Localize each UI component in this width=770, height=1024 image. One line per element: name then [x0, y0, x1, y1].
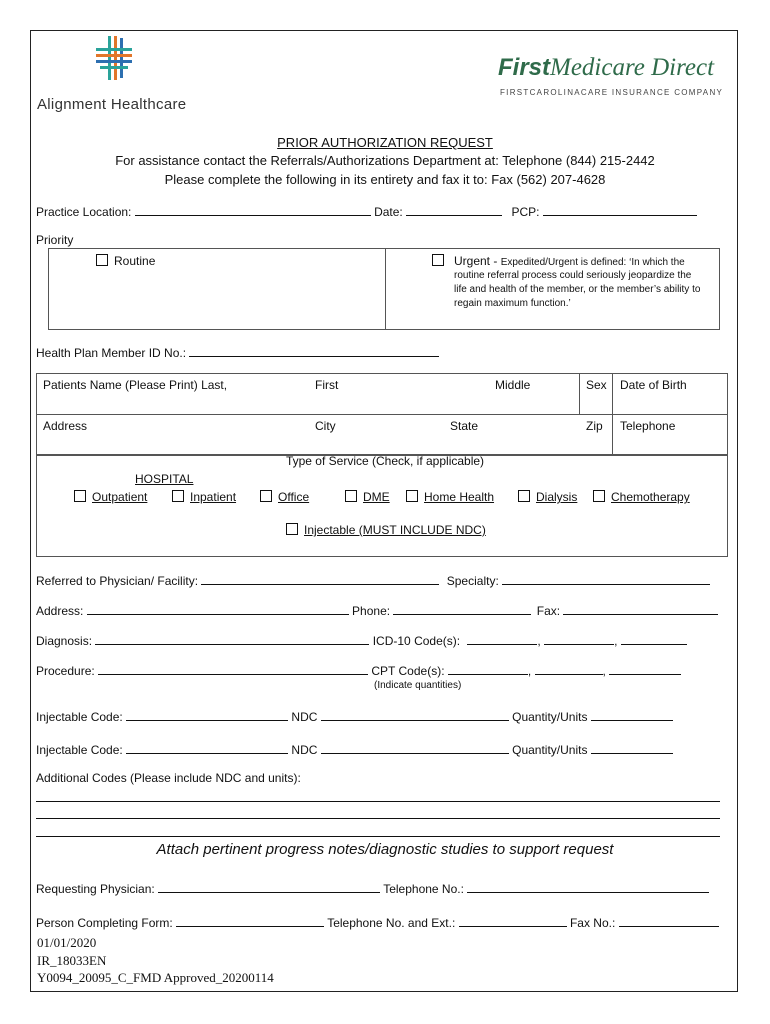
patient-dob-label: Date of Birth	[620, 378, 687, 392]
referred-to-label: Referred to Physician/ Facility:	[36, 574, 199, 588]
icd10-field-3[interactable]	[621, 632, 687, 645]
practice-location-row	[36, 203, 697, 219]
first-medicare-logo	[498, 54, 714, 82]
patient-first-label: First	[315, 378, 339, 392]
diagnosis-label: Diagnosis:	[36, 634, 93, 648]
ndc-field-2[interactable]	[321, 741, 509, 754]
logo-first: First	[498, 54, 551, 81]
inpatient-label: Inpatient	[190, 490, 237, 504]
address-field[interactable]	[87, 602, 349, 615]
outpatient-label: Outpatient	[92, 490, 148, 504]
home-health-checkbox[interactable]	[406, 490, 418, 502]
telephone-ext-label: Telephone No. and Ext.:	[327, 916, 456, 930]
procedure-field[interactable]	[98, 662, 368, 675]
injectable-row-2	[36, 741, 673, 757]
practice-location-label: Practice Location:	[36, 205, 132, 219]
dialysis-option[interactable]	[518, 490, 577, 504]
priority-divider	[385, 248, 386, 330]
icd10-field-2[interactable]	[544, 632, 614, 645]
patient-telephone-label: Telephone	[620, 419, 676, 433]
phone-label: Phone:	[352, 604, 391, 618]
date-label: Date:	[374, 205, 403, 219]
alignment-brand-name: Alignment Healthcare	[37, 96, 187, 113]
home-health-label: Home Health	[424, 490, 495, 504]
icd10-label: ICD-10 Code(s):	[372, 634, 461, 648]
cpt-field-1[interactable]	[448, 662, 528, 675]
telephone-ext-field[interactable]	[459, 914, 567, 927]
fax-no-label: Fax No.:	[569, 916, 616, 930]
outpatient-option[interactable]	[74, 490, 147, 504]
icd10-field-1[interactable]	[467, 632, 537, 645]
form-title: PRIOR AUTHORIZATION REQUEST	[277, 135, 493, 150]
date-field[interactable]	[406, 203, 502, 216]
diagnosis-field[interactable]	[95, 632, 369, 645]
requesting-physician-row	[36, 880, 709, 896]
person-completing-label: Person Completing Form:	[36, 916, 173, 930]
fax-no-field[interactable]	[619, 914, 719, 927]
injectable-code-label-2: Injectable Code:	[36, 743, 123, 757]
home-health-option[interactable]	[406, 490, 494, 504]
additional-codes-line-3[interactable]	[36, 836, 720, 837]
patient-sex-label: Sex	[586, 378, 607, 392]
alignment-logo-icon	[92, 36, 136, 84]
additional-codes-line-2[interactable]	[36, 818, 720, 819]
chemotherapy-checkbox[interactable]	[593, 490, 605, 502]
injectable-code-label-1: Injectable Code:	[36, 710, 123, 724]
chemotherapy-option[interactable]	[593, 490, 690, 504]
priority-label: Priority	[36, 233, 74, 247]
quantity-field-2[interactable]	[591, 741, 673, 754]
urgent-definition-2: routine referral process could seriously jeopardize the	[454, 270, 692, 281]
logo-subtitle: FIRSTCAROLINACARE INSURANCE COMPANY	[500, 88, 724, 97]
ndc-label-2: NDC	[291, 743, 318, 757]
person-completing-field[interactable]	[176, 914, 324, 927]
requesting-physician-field[interactable]	[158, 880, 380, 893]
hospital-heading: HOSPITAL	[135, 472, 194, 486]
injectable-code-field-1[interactable]	[126, 708, 288, 721]
pcp-label: PCP:	[511, 205, 540, 219]
urgent-label: Urgent -	[454, 254, 498, 268]
specialty-field[interactable]	[502, 572, 710, 585]
dialysis-checkbox[interactable]	[518, 490, 530, 502]
injectable-row-1	[36, 708, 673, 724]
urgent-definition-3: life and health of the member, or the member’s ability to	[454, 284, 701, 295]
patient-city-label: City	[315, 419, 336, 433]
indicate-quantities-note: (Indicate quantities)	[374, 680, 462, 691]
routine-option[interactable]	[96, 254, 155, 268]
requesting-physician-label: Requesting Physician:	[36, 882, 155, 896]
routine-label: Routine	[114, 254, 156, 268]
referred-row	[36, 572, 710, 588]
service-type-title: Type of Service (Check, if applicable)	[285, 454, 485, 468]
urgent-option[interactable]	[432, 254, 685, 268]
patient-middle-label: Middle	[495, 378, 531, 392]
routine-checkbox[interactable]	[96, 254, 108, 266]
additional-codes-line-1[interactable]	[36, 801, 720, 802]
patient-zip-label: Zip	[586, 419, 603, 433]
procedure-label: Procedure:	[36, 664, 95, 678]
referred-to-field[interactable]	[201, 572, 439, 585]
patient-table-row-divider	[36, 414, 728, 415]
procedure-row: Procedure: CPT Code(s): , ,	[36, 662, 681, 678]
member-id-label: Health Plan Member ID No.:	[36, 346, 187, 360]
quantity-label-2: Quantity/Units	[512, 743, 588, 757]
injectable-option[interactable]	[286, 523, 486, 537]
person-completing-row	[36, 914, 719, 930]
dme-option[interactable]	[345, 490, 390, 504]
office-option[interactable]	[260, 490, 309, 504]
cpt-field-2[interactable]	[535, 662, 603, 675]
member-id-field[interactable]	[189, 344, 439, 357]
service-type-box	[36, 455, 728, 557]
inpatient-checkbox[interactable]	[172, 490, 184, 502]
ndc-field-1[interactable]	[321, 708, 509, 721]
fax-field[interactable]	[563, 602, 718, 615]
quantity-label-1: Quantity/Units	[512, 710, 588, 724]
address-label: Address:	[36, 604, 84, 618]
additional-codes-label: Additional Codes (Please include NDC and units):	[36, 771, 301, 785]
dme-label: DME	[363, 490, 390, 504]
telephone-no-label: Telephone No.:	[383, 882, 464, 896]
chemotherapy-label: Chemotherapy	[611, 490, 690, 504]
cpt-label: CPT Code(s):	[371, 664, 445, 678]
cpt-field-3[interactable]	[609, 662, 681, 675]
fax-instruction-line: Please complete the following in its entirety and fax it to: Fax (562) 207-4628	[164, 172, 606, 187]
patient-table-col-dob-left	[612, 373, 613, 455]
footer-date: 01/01/2020	[37, 935, 97, 950]
urgent-definition-1: Expedited/Urgent is defined: ‘In which the	[500, 257, 685, 268]
patient-address-label: Address	[43, 419, 88, 433]
urgent-definition-4: regain maximum function.’	[454, 298, 571, 309]
pcp-field[interactable]	[543, 203, 697, 216]
outpatient-checkbox[interactable]	[74, 490, 86, 502]
footer-code: IR_18033EN	[37, 953, 107, 968]
dialysis-label: Dialysis	[536, 490, 578, 504]
logo-medicare-direct: Medicare Direct	[550, 54, 715, 81]
footer-approval: Y0094_20095_C_FMD Approved_20200114	[37, 970, 274, 985]
office-checkbox[interactable]	[260, 490, 272, 502]
assistance-line: For assistance contact the Referrals/Authorizations Department at: Telephone (844) 215-2442	[115, 153, 655, 168]
office-label: Office	[278, 490, 310, 504]
injectable-label: Injectable (MUST INCLUDE NDC)	[304, 523, 486, 537]
injectable-checkbox[interactable]	[286, 523, 298, 535]
diagnosis-row: Diagnosis: ICD-10 Code(s): , ,	[36, 632, 687, 648]
injectable-code-field-2[interactable]	[126, 741, 288, 754]
specialty-label: Specialty:	[446, 574, 499, 588]
fax-label: Fax:	[536, 604, 561, 618]
address-row	[36, 602, 718, 618]
patient-state-label: State	[450, 419, 479, 433]
telephone-no-field[interactable]	[467, 880, 709, 893]
ndc-label-1: NDC	[291, 710, 318, 724]
patient-name-label: Patients Name (Please Print) Last,	[43, 378, 228, 392]
member-id-row	[36, 344, 439, 360]
dme-checkbox[interactable]	[345, 490, 357, 502]
patient-table-col-sex-left	[579, 373, 580, 414]
inpatient-option[interactable]	[172, 490, 236, 504]
quantity-field-1[interactable]	[591, 708, 673, 721]
urgent-checkbox[interactable]	[432, 254, 444, 266]
attach-notes-instruction: Attach pertinent progress notes/diagnostic studies to support request	[156, 841, 614, 858]
practice-location-field[interactable]	[135, 203, 371, 216]
phone-field[interactable]	[393, 602, 531, 615]
